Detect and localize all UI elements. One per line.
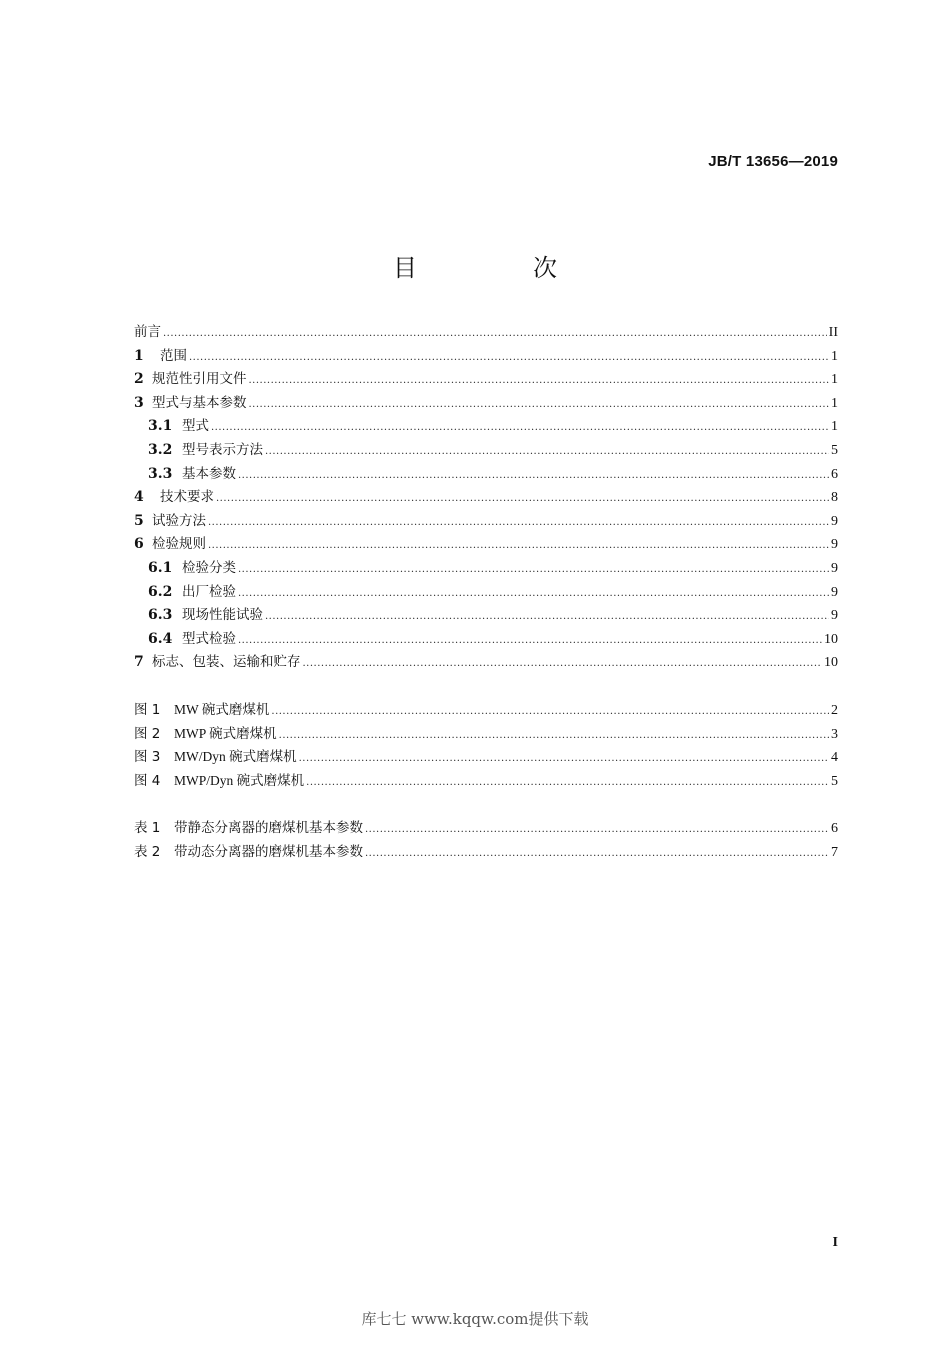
toc-leader-dots	[299, 753, 829, 764]
toc-entry-label: 型式	[182, 418, 209, 435]
toc-leader-dots	[265, 611, 829, 622]
table-entry-number: 表 2	[134, 843, 161, 860]
toc-entry-label: 型号表示方法	[182, 441, 263, 458]
toc-entry-7[interactable]	[134, 650, 838, 674]
figure-entry-4[interactable]	[134, 769, 838, 793]
toc-leader-dots	[208, 540, 829, 551]
toc-entry-page: 9	[831, 513, 838, 529]
toc-leader-dots	[249, 375, 830, 386]
toc-entry-number: 3.1	[148, 418, 173, 435]
table-entry-page: 7	[831, 844, 838, 860]
page-number: I	[832, 1235, 838, 1250]
toc-entry-number: 3.3	[148, 465, 173, 482]
toc-entry-page: 6	[831, 466, 838, 482]
toc-entry-page: 5	[831, 442, 838, 458]
toc-leader-dots	[365, 824, 829, 835]
figure-entry-3[interactable]	[134, 745, 838, 769]
toc-entry-number: 7	[134, 654, 144, 671]
toc-entry-page: 10	[824, 655, 838, 671]
toc-leader-dots	[365, 848, 829, 859]
toc-entry-number: 5	[134, 512, 144, 529]
figure-entry-number: 图 2	[134, 725, 161, 742]
toc-entry-page: 1	[831, 348, 838, 364]
toc-entry-6-3[interactable]	[134, 603, 838, 627]
toc-entry-page: II	[828, 325, 838, 340]
toc-leader-dots	[303, 658, 823, 669]
toc-entry-6-4[interactable]	[134, 627, 838, 651]
section-gap	[134, 674, 838, 698]
toc-title: 目 次	[393, 254, 603, 282]
toc-entry-number: 4	[134, 489, 144, 506]
figure-entry-page: 3	[831, 726, 838, 742]
toc-entry-3[interactable]	[134, 391, 838, 415]
toc-entry-label: 检验规则	[152, 536, 206, 553]
section-gap	[134, 792, 838, 816]
toc-entry-label: 范围	[160, 347, 187, 364]
toc-entry-page: 1	[831, 419, 838, 435]
footer-watermark: 库七七 www.kqqw.com提供下载	[361, 1310, 589, 1328]
toc-leader-dots	[238, 635, 822, 646]
toc-entry-page: 9	[831, 608, 838, 624]
toc-leader-dots	[163, 328, 827, 339]
toc-entry-page: 1	[831, 395, 838, 411]
toc-entry-label: 现场性能试验	[182, 607, 263, 624]
toc-entry-foreword[interactable]	[134, 320, 838, 344]
table-entry-2[interactable]	[134, 840, 838, 864]
toc-entry-6-1[interactable]	[134, 556, 838, 580]
figure-entry-1[interactable]	[134, 698, 838, 722]
toc-entry-number: 6.2	[148, 583, 173, 600]
toc-entry-label: 基本参数	[182, 465, 236, 482]
figure-entry-label: MWP/Dyn 碗式磨煤机	[174, 772, 305, 788]
figure-entry-label: MW 碗式磨煤机	[174, 701, 270, 717]
standard-number: JB/T 13656—2019	[708, 153, 838, 170]
figure-entry-label: MW/Dyn 碗式磨煤机	[174, 749, 297, 765]
toc-entry-page: 8	[831, 490, 838, 506]
toc-leader-dots	[189, 352, 829, 363]
toc-entry-1[interactable]	[134, 344, 838, 368]
figure-entry-number: 图 3	[134, 749, 161, 766]
toc-leader-dots	[238, 588, 829, 599]
toc-entry-number: 3	[134, 394, 144, 411]
toc-entry-5[interactable]	[134, 509, 838, 533]
toc-entry-label: 出厂检验	[182, 583, 236, 600]
toc-entry-number: 2	[134, 371, 144, 388]
toc-entry-label: 型式与基本参数	[152, 394, 247, 411]
toc-entry-3-2[interactable]	[134, 438, 838, 462]
toc-entry-label: 规范性引用文件	[152, 371, 247, 388]
toc-leader-dots	[238, 564, 829, 575]
table-entry-label: 带静态分离器的磨煤机基本参数	[174, 820, 363, 837]
toc-entry-number: 6.3	[148, 607, 173, 624]
toc-entry-3-3[interactable]	[134, 462, 838, 486]
figure-entry-page: 4	[831, 750, 838, 766]
table-of-contents	[134, 320, 838, 863]
figure-entry-2[interactable]	[134, 722, 838, 746]
table-entry-label: 带动态分离器的磨煤机基本参数	[174, 843, 363, 860]
toc-entry-page: 9	[831, 584, 838, 600]
toc-entry-number: 6	[134, 536, 144, 553]
toc-entry-number: 6.1	[148, 559, 173, 576]
toc-leader-dots	[279, 730, 829, 741]
toc-entry-number: 3.2	[148, 441, 173, 458]
table-entry-number: 表 1	[134, 820, 161, 837]
toc-leader-dots	[271, 706, 829, 717]
toc-entry-number: 6.4	[148, 630, 173, 647]
toc-leader-dots	[249, 399, 830, 410]
toc-leader-dots	[211, 422, 829, 433]
toc-entry-4[interactable]	[134, 485, 838, 509]
toc-leader-dots	[238, 470, 829, 481]
figure-entry-page: 2	[831, 702, 838, 718]
toc-leader-dots	[208, 517, 829, 528]
toc-entry-label: 试验方法	[152, 512, 206, 529]
toc-leader-dots	[216, 493, 829, 504]
figure-entry-number: 图 4	[134, 772, 161, 789]
toc-entry-label: 检验分类	[182, 559, 236, 576]
figure-entry-label: MWP 碗式磨煤机	[174, 725, 277, 741]
toc-leader-dots	[306, 777, 829, 788]
toc-entry-label: 型式检验	[182, 630, 236, 647]
toc-entry-number: 1	[134, 347, 144, 364]
toc-entry-page: 9	[831, 560, 838, 576]
table-entry-page: 6	[831, 821, 838, 837]
figure-entry-number: 图 1	[134, 701, 161, 718]
toc-entry-2[interactable]	[134, 367, 838, 391]
toc-leader-dots	[265, 446, 829, 457]
toc-entry-page: 9	[831, 537, 838, 553]
toc-entry-3-1[interactable]	[134, 414, 838, 438]
table-entry-1[interactable]	[134, 816, 838, 840]
toc-entry-6-2[interactable]	[134, 580, 838, 604]
toc-entry-6[interactable]	[134, 532, 838, 556]
toc-entry-page: 10	[824, 631, 838, 647]
toc-entry-label: 标志、包装、运输和贮存	[152, 654, 301, 671]
toc-entry-label: 技术要求	[160, 489, 214, 506]
figure-entry-page: 5	[831, 773, 838, 789]
toc-entry-label: 前言	[134, 324, 161, 340]
toc-entry-page: 1	[831, 372, 838, 388]
